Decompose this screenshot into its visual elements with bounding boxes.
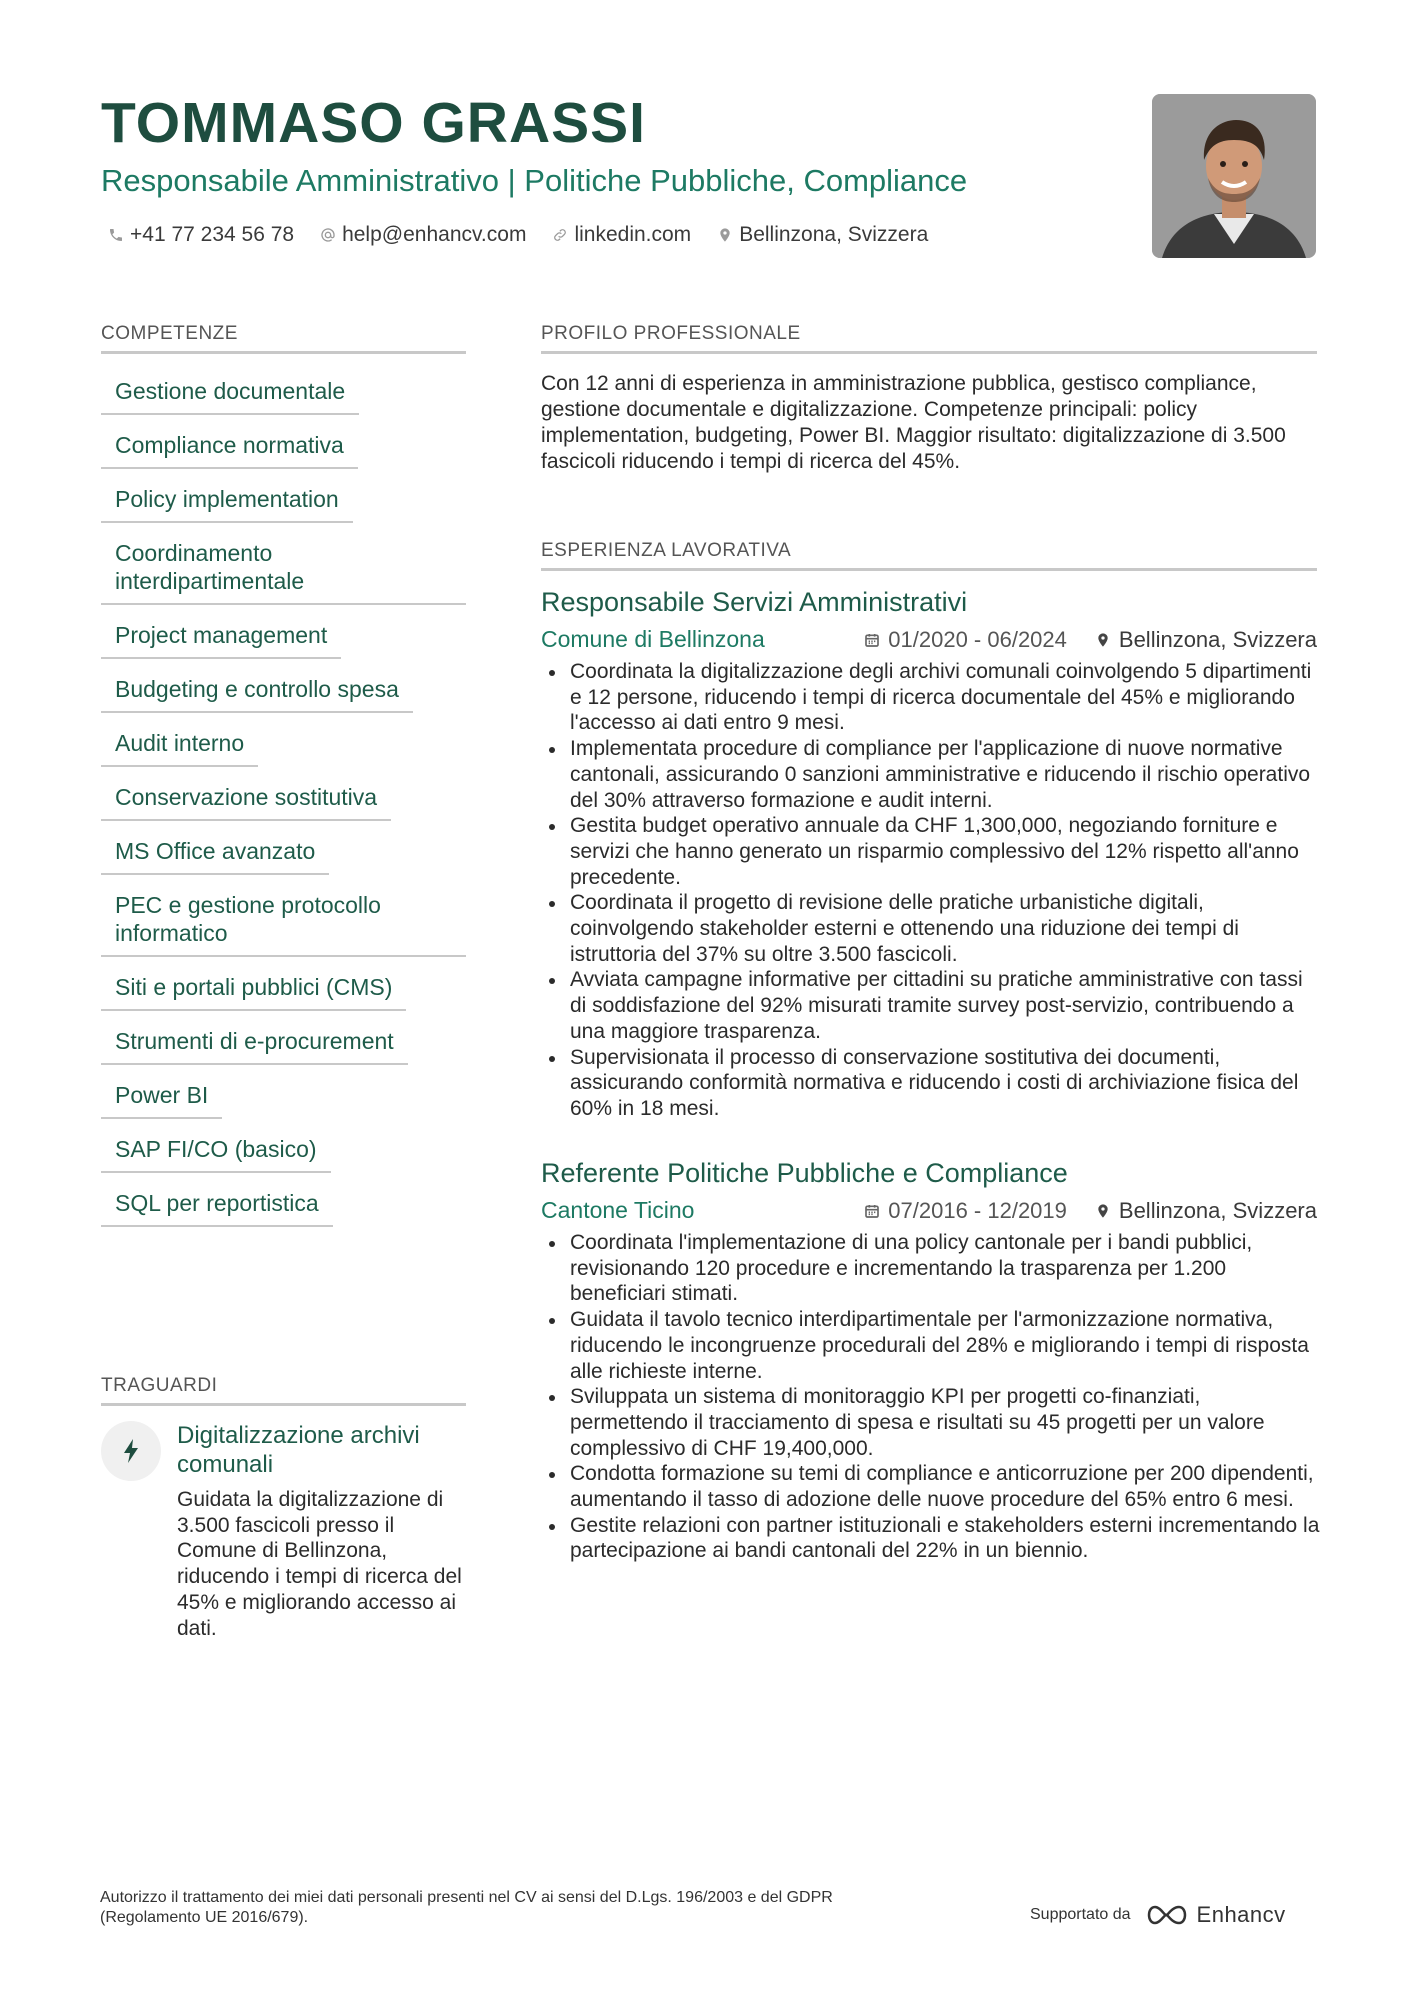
- job-dates: [864, 1198, 1067, 1224]
- skill-tag: Project management: [101, 618, 341, 659]
- job-meta: [541, 626, 1317, 653]
- job-bullet: Avviata campagne informative per cittadini su pratiche amministrative con tassi di soddisfazione del 92% misurati tramite survey post-servizio, contribuendo a una maggiore trasparenza.: [541, 967, 1321, 1044]
- job-bullet: Sviluppata un sistema di monitoraggio KPI per progetti co-finanziati, permettendo il tracciamento di spesa e risultati su 45 progetti per un valore complessivo di CHF 19,400,000.: [541, 1384, 1321, 1461]
- contact-email-text: help@enhancv.com: [342, 223, 527, 246]
- job-bullet: Implementata procedure di compliance per l'applicazione di nuove normative cantonali, assicurando 0 sanzioni amministrative e riducendo il rischio operativo del 30% attraverso formazione e audit interni.: [541, 736, 1321, 813]
- link-icon: [552, 227, 568, 243]
- skill-tag: Policy implementation: [101, 482, 353, 523]
- job-bullet: Gestite relazioni con partner istituzionali e stakeholders esterni incrementando la partecipazione ai bandi cantonali del 22% in un biennio.: [541, 1513, 1321, 1564]
- achievement-title: Digitalizzazione archivi comunali: [177, 1422, 420, 1478]
- location-icon: [717, 227, 733, 243]
- powered-by-label: Supportato da: [1030, 1906, 1131, 1923]
- candidate-headline: Responsabile Amministrativo | Politiche Pubbliche, Compliance: [101, 163, 968, 198]
- location-icon: [1095, 632, 1111, 648]
- job-dates: [864, 627, 1067, 653]
- phone-icon: [108, 227, 124, 243]
- skill-tag: Gestione documentale: [101, 374, 359, 415]
- skill-tag: MS Office avanzato: [101, 834, 329, 875]
- privacy-consent: Autorizzo il trattamento dei miei dati personali presenti nel CV ai sensi del D.Lgs. 196/2003 e del GDPR (Regolamento UE 2016/679).: [100, 1889, 833, 1926]
- at-icon: [320, 227, 336, 243]
- job-bullet: Coordinata la digitalizzazione degli archivi comunali coinvolgendo 5 dipartimenti e 12 persone, riducendo i tempi di ricerca documentale del 45% e migliorando l'accesso ai dati entro 9 mesi.: [541, 659, 1321, 736]
- skills-section-title: COMPETENZE: [101, 323, 466, 354]
- job-location-text: Bellinzona, Svizzera: [1118, 1197, 1317, 1223]
- calendar-icon: [864, 632, 880, 648]
- job-location: [1095, 1198, 1317, 1224]
- profile-section-title: PROFILO PROFESSIONALE: [541, 323, 1317, 354]
- brand-name: Enhancv: [1196, 1902, 1286, 1927]
- job-dates-text: 07/2016 - 12/2019: [888, 1197, 1067, 1223]
- job-location-text: Bellinzona, Svizzera: [1118, 626, 1317, 652]
- job-company: Comune di Bellinzona: [541, 626, 765, 652]
- skill-tag: Budgeting e controllo spesa: [101, 672, 413, 713]
- skill-tag: Conservazione sostitutiva: [101, 780, 391, 821]
- contact-email[interactable]: [320, 223, 526, 247]
- skills-list: [101, 374, 466, 1240]
- job-bullet: Condotta formazione su temi di compliance e anticorruzione per 200 dipendenti, aumentando il tasso di adozione delle nuove procedure del 65% entro 6 mesi.: [541, 1461, 1321, 1512]
- job-company: Cantone Ticino: [541, 1197, 695, 1223]
- job-title: Responsabile Servizi Amministrativi: [541, 587, 968, 617]
- profile-photo: [1152, 94, 1316, 258]
- job-bullets: [541, 1230, 1321, 1564]
- achievement-description: Guidata la digitalizzazione di 3.500 fascicoli presso il Comune di Bellinzona, riducendo i tempi di ricerca del 45% e migliorando accesso ai dati.: [177, 1488, 462, 1640]
- candidate-name: TOMMASO GRASSI: [101, 91, 646, 155]
- powered-by[interactable]: [1030, 1902, 1286, 1928]
- job-bullets: [541, 659, 1321, 1122]
- job-bullet: Coordinata il progetto di revisione delle pratiche urbanistiche digitali, coinvolgendo stakeholder esterni e ottenendo una riduzione dei tempi di istruttoria del 37% su oltre 3.500 fascicoli.: [541, 890, 1321, 967]
- job-location: [1095, 627, 1317, 653]
- location-icon: [1095, 1203, 1111, 1219]
- calendar-icon: [864, 1203, 880, 1219]
- job-bullet: Gestita budget operativo annuale da CHF 1,300,000, negoziando forniture e servizi che hanno generato un risparmio complessivo del 12% rispetto all'anno precedente.: [541, 813, 1321, 890]
- skill-tag: Strumenti di e-procurement: [101, 1024, 408, 1065]
- skill-tag: Siti e portali pubblici (CMS): [101, 970, 406, 1011]
- job-title: Referente Politiche Pubbliche e Compliance: [541, 1158, 1068, 1188]
- skill-tag: PEC e gestione protocollo informatico: [101, 888, 466, 957]
- skill-tag: Coordinamento interdipartimentale: [101, 536, 466, 605]
- contact-bar: [108, 223, 954, 247]
- skill-tag: Audit interno: [101, 726, 258, 767]
- contact-location-text: Bellinzona, Svizzera: [739, 223, 929, 246]
- job-bullet: Guidata il tavolo tecnico interdipartimentale per l'armonizzazione normativa, riducendo le incongruenze procedurali del 28% e migliorando i tempi di risposta alle richieste interne.: [541, 1307, 1321, 1384]
- skill-tag: SQL per reportistica: [101, 1186, 333, 1227]
- skill-tag: Power BI: [101, 1078, 222, 1119]
- enhancv-logo-icon: [1143, 1903, 1191, 1927]
- job-meta: [541, 1197, 1317, 1224]
- contact-linkedin-text: linkedin.com: [574, 223, 692, 246]
- achievements-section-title: TRAGUARDI: [101, 1375, 466, 1406]
- experience-section-title: ESPERIENZA LAVORATIVA: [541, 540, 1317, 571]
- contact-location: [717, 223, 928, 247]
- job-bullet: Coordinata l'implementazione di una policy cantonale per i bandi pubblici, revisionando 120 procedure e incrementando la trasparenza per 1.200 beneficiari stimati.: [541, 1230, 1321, 1307]
- contact-linkedin[interactable]: [552, 223, 691, 247]
- achievement-icon-circle: [101, 1421, 161, 1481]
- job-bullet: Supervisionata il processo di conservazione sostitutiva dei documenti, assicurando conformità normativa e riducendo i costi di archiviazione fisica del 60% in 18 mesi.: [541, 1045, 1321, 1122]
- job-dates-text: 01/2020 - 06/2024: [888, 626, 1067, 652]
- skill-tag: SAP FI/CO (basico): [101, 1132, 331, 1173]
- bolt-icon: [121, 1438, 141, 1464]
- profile-summary: Con 12 anni di esperienza in amministrazione pubblica, gestisco compliance, gestione documentale e digitalizzazione. Competenze principali: policy implementation, budgeting, Power BI. Maggior risultato: digitalizzazione di 3.500 fascicoli riducendo i tempi di ricerca del 45%.: [541, 372, 1286, 473]
- contact-phone[interactable]: [108, 223, 294, 247]
- contact-phone-text: +41 77 234 56 78: [130, 223, 295, 246]
- skill-tag: Compliance normativa: [101, 428, 358, 469]
